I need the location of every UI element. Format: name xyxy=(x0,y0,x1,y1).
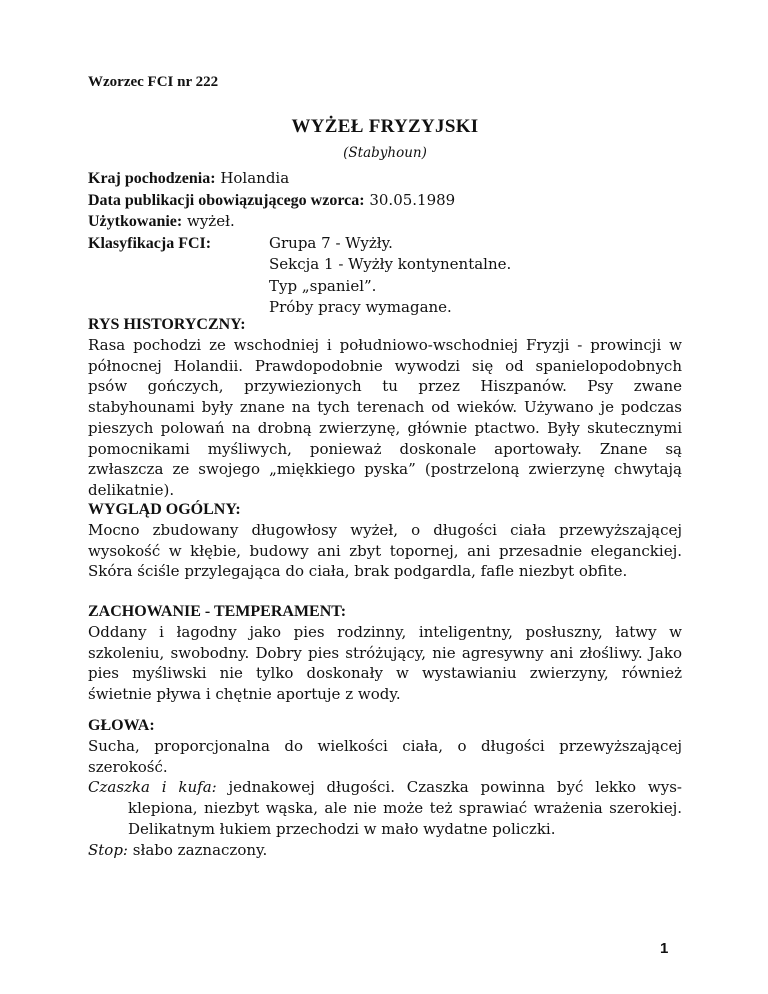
skull-muzzle-term: Czaszka i kufa: xyxy=(88,778,217,797)
temperament-heading: ZACHOWANIE - TEMPERAMENT: xyxy=(88,603,347,620)
classification-type: Typ „spaniel”. xyxy=(269,276,377,295)
temperament-section xyxy=(88,602,682,705)
stop-term: Stop: xyxy=(88,840,128,859)
classification-group: Grupa 7 - Wyżły. xyxy=(269,233,393,252)
classification-label: Klasyfikacja FCI: xyxy=(88,234,212,252)
page-number: 1 xyxy=(660,940,669,957)
history-text: Rasa pochodzi ze wschodniej i południowo-wschodniej Fryzji - prowincji w północnej Holandii. Prawdopodobnie wywodzi się od spanielopodobnych psów gończych, przywiezionych tu przez Hiszpanów. Psy zwane stabyhounami były znane na tych terenach od wieków. Używano je podczas pieszych polowań na drobną zwierzynę, głównie ptactwo. Były skutecznymi pomocnikami myśliwych, ponieważ doskonale aportowały. Znane są zwłaszcza ze swojego „miękkiego pyska” (postrzeloną zwierzynę chwytają delikatnie). xyxy=(88,336,682,499)
breed-subtitle: (Stabyhoun) xyxy=(343,145,427,161)
classification-row xyxy=(88,233,682,319)
stop-paragraph xyxy=(88,840,682,861)
origin-value: Holandia xyxy=(215,169,290,187)
general-heading: WYGLĄD OGÓLNY: xyxy=(88,501,241,518)
usage-value: wyżeł. xyxy=(182,212,235,230)
publication-value: 30.05.1989 xyxy=(364,190,456,209)
temperament-text: Oddany i łagodny jako pies rodzinny, inteligentny, posłuszny, łatwy w szkoleniu, swobodny. Dobry pies stróżujący, nie agresywny ani złośliwy. Jako pies myśliwski nie tylko doskonały w wystawianiu zwierzyny, również świetnie pływa i chętnie aportuje z wody. xyxy=(88,623,682,704)
head-text: Sucha, proporcjonalna do wielkości ciała, o długości przewyższającej szerokość. xyxy=(88,737,682,776)
skull-muzzle-paragraph xyxy=(88,777,682,839)
publication-label: Data publikacji obowiązującego wzorca: xyxy=(88,191,365,209)
publication-row xyxy=(88,190,682,212)
skull-muzzle-text: jednakowej długości. Czaszka powinna być lekko wysklepiona, niezbyt wąska, ale nie może też sprawiać wrażenia szerokiej. Delikatnym łukiem przechodzi w mało wydatne policzki. xyxy=(128,778,682,838)
head-section xyxy=(88,716,682,860)
head-heading: GŁOWA: xyxy=(88,717,155,734)
breed-title: WYŻEŁ FRYZYJSKI xyxy=(291,116,479,137)
general-text: Mocno zbudowany długowłosy wyżeł, o długości ciała przewyższającej wysokość w kłębie, budowy ani zbyt topornej, ani przesadnie eleganckiej. Skóra ściśle przylegająca do ciała, brak podgardla, fafle niezbyt obfite. xyxy=(88,521,682,581)
origin-row xyxy=(88,168,682,190)
history-heading: RYS HISTORYCZNY: xyxy=(88,316,246,333)
usage-row xyxy=(88,211,682,233)
classification-values xyxy=(269,233,511,319)
stop-text: słabo zaznaczony. xyxy=(128,840,268,859)
classification-section: Sekcja 1 - Wyżły kontynentalne. xyxy=(269,255,512,273)
history-section xyxy=(88,315,682,501)
origin-label: Kraj pochodzenia: xyxy=(88,170,216,187)
general-appearance-section xyxy=(88,500,682,582)
standard-number: Wzorzec FCI nr 222 xyxy=(88,74,219,90)
classification-trials: Próby pracy wymagane. xyxy=(269,298,452,316)
breed-info-block xyxy=(88,168,682,319)
usage-label: Użytkowanie: xyxy=(88,213,183,230)
